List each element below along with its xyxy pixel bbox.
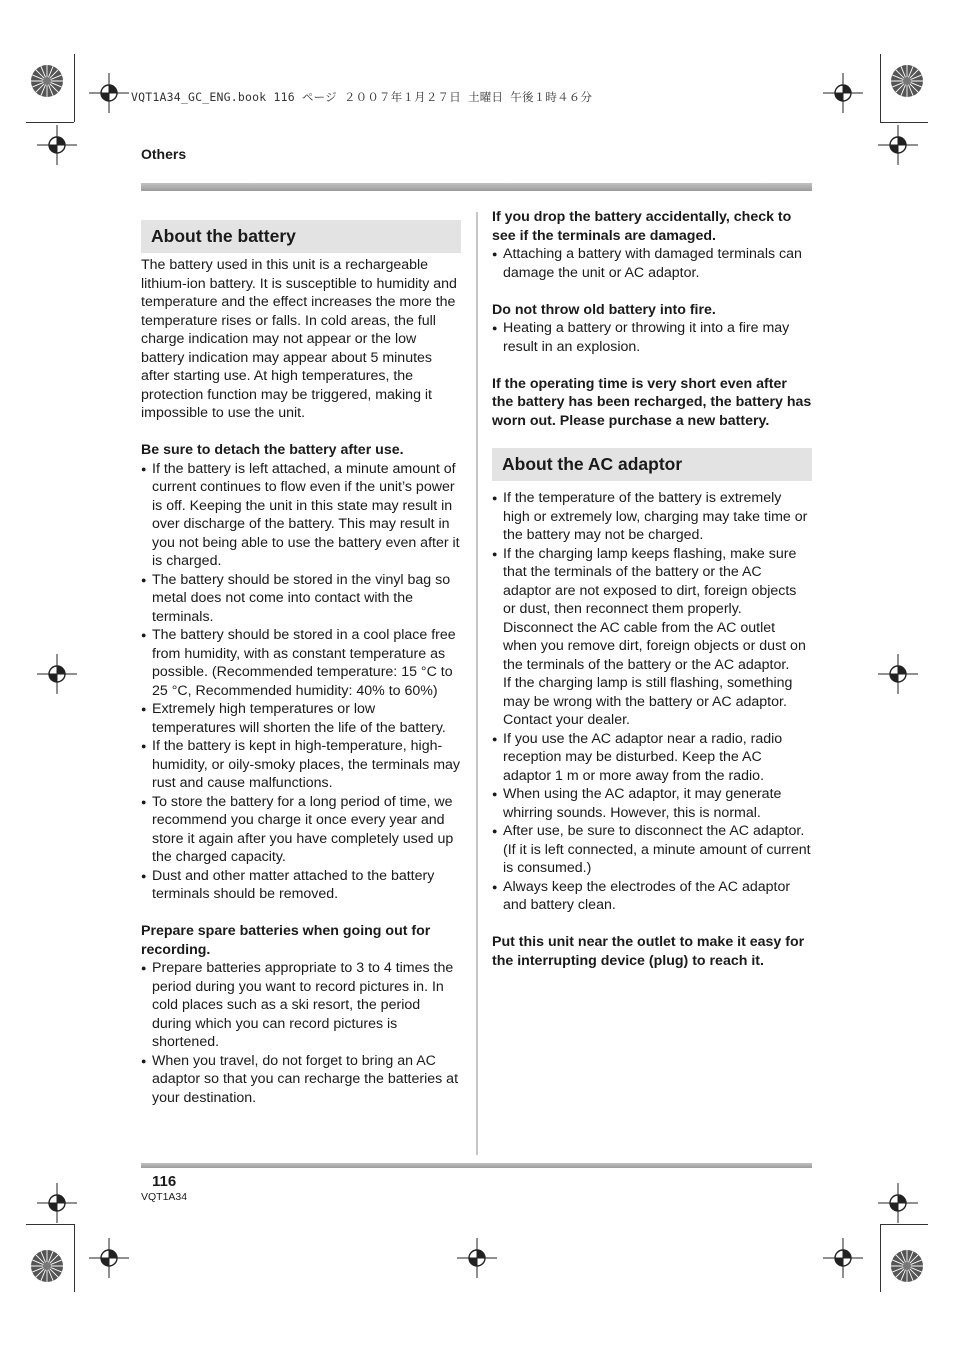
- list-item: ● After use, be sure to disconnect the AC adaptor. (If it is left connected, a minute amount of current is consumed.): [492, 822, 812, 878]
- worn-battery-note: If the operating time is very short even after the battery has been recharged, the battery has worn out. Please purchase a new battery.: [492, 375, 812, 429]
- list-item: ● Heating a battery or throwing it into a fire may result in an explosion.: [492, 319, 812, 356]
- crosshair-icon: [37, 1183, 77, 1223]
- list-item: ● Extremely high temperatures or low temperatures will shorten the life of the battery.: [141, 700, 461, 737]
- trim-line: [880, 1224, 881, 1292]
- detach-battery-list: [141, 460, 461, 904]
- list-item: ● To store the battery for a long period of time, we recommend you charge it once every year and store it again after you have completely used up the charged capacity.: [141, 793, 461, 867]
- trim-line: [26, 1224, 74, 1225]
- crosshair-icon: [89, 73, 129, 113]
- crosshair-icon: [89, 1238, 129, 1278]
- crosshair-icon: [37, 654, 77, 694]
- registration-dial-icon: [30, 1249, 64, 1283]
- trim-line: [880, 1224, 928, 1225]
- crosshair-icon: [823, 1238, 863, 1278]
- list-item: ● Always keep the electrodes of the AC adaptor and battery clean.: [492, 878, 812, 915]
- footer-rule: [141, 1163, 812, 1168]
- registration-dial-icon: [890, 1249, 924, 1283]
- list-item: ● When using the AC adaptor, it may generate whirring sounds. However, this is normal.: [492, 785, 812, 822]
- list-item-text: Disconnect the AC cable from the AC outlet when you remove dirt, foreign objects or dust on the terminals of the battery or the AC adaptor.: [503, 619, 806, 673]
- list-item-text: If the charging lamp is still flashing, something may be wrong with the battery or AC adaptor. Contact your dealer.: [503, 675, 793, 728]
- list-item: ● The battery should be stored in the vinyl bag so metal does not come into contact with the terminals.: [141, 571, 461, 627]
- trim-line: [74, 54, 75, 122]
- list-item: ● The battery should be stored in a cool place free from humidity, with as constant temperature as possible. (Recommended temperature: 15 °C to 25 °C, Recommended humidity: 40% to 60%): [141, 626, 461, 700]
- trim-line: [26, 122, 74, 123]
- list-item: ● Attaching a battery with damaged terminals can damage the unit or AC adaptor.: [492, 245, 812, 282]
- list-item: ● If the battery is kept in high-temperature, high-humidity, or oily-smoky places, the terminals may rust and cause malfunctions.: [141, 737, 461, 793]
- list-item: [492, 545, 812, 730]
- column-divider: [476, 212, 478, 1155]
- left-column: [141, 220, 461, 1107]
- fire-warning-heading: Do not throw old battery into fire.: [492, 301, 716, 318]
- battery-intro-paragraph: The battery used in this unit is a rechargeable lithium-ion battery. It is susceptible to humidity and temperature and the effect increases the more the temperature rises or falls. In cold areas, the full charge indication may not appear or the low battery indication may appear about 5 minutes after starting use. At high temperatures, the protection function may be triggered, making it impossible to use the unit.: [141, 257, 457, 421]
- fire-warning-list: [492, 319, 812, 356]
- list-item: ● If the battery is left attached, a minute amount of current continues to flow even if the unit’s power is off. Keeping the unit in this state may result in over discharge of the battery. This may result in you not being able to use the battery even after it is charged.: [141, 460, 461, 571]
- drop-battery-list: [492, 245, 812, 282]
- crosshair-icon: [457, 1238, 497, 1278]
- ac-adaptor-section-heading: About the AC adaptor: [492, 448, 812, 481]
- trim-line: [880, 54, 881, 122]
- crosshair-icon: [878, 1183, 918, 1223]
- spare-batteries-list: [141, 959, 461, 1107]
- crosshair-icon: [878, 125, 918, 165]
- crosshair-icon: [37, 125, 77, 165]
- list-item: ● Dust and other matter attached to the battery terminals should be removed.: [141, 867, 461, 904]
- crosshair-icon: [878, 654, 918, 694]
- battery-section-heading: About the battery: [141, 220, 461, 253]
- header-rule: [141, 183, 812, 191]
- drop-battery-heading: If you drop the battery accidentally, check to see if the terminals are damaged.: [492, 209, 792, 244]
- ac-adaptor-list: [492, 489, 812, 915]
- page-number: 116: [152, 1173, 177, 1190]
- model-code: VQT1A34: [141, 1191, 188, 1203]
- outlet-note: Put this unit near the outlet to make it easy for the interrupting device (plug) to reach it.: [492, 934, 805, 969]
- list-item: ● Prepare batteries appropriate to 3 to 4 times the period during you want to record pictures in. In cold places such as a ski resort, the period during which you can record pictures is shortened.: [141, 959, 461, 1052]
- list-item: ● When you travel, do not forget to bring an AC adaptor so that you can recharge the batteries at your destination.: [141, 1052, 461, 1108]
- detach-battery-heading: Be sure to detach the battery after use.: [141, 442, 404, 458]
- list-item-text: If the charging lamp keeps flashing, make sure that the terminals of the battery or the AC adaptor are not exposed to dirt, foreign objects or dust, then reconnect them properly.: [503, 545, 797, 617]
- trim-line: [74, 1224, 75, 1292]
- registration-dial-icon: [890, 64, 924, 98]
- list-item: ● If you use the AC adaptor near a radio, radio reception may be disturbed. Keep the AC adaptor 1 m or more away from the radio.: [492, 730, 812, 786]
- right-column: [492, 208, 812, 970]
- crosshair-icon: [823, 73, 863, 113]
- list-item: ● If the temperature of the battery is extremely high or extremely low, charging may take time or the battery may not be charged.: [492, 489, 812, 545]
- section-label: Others: [141, 146, 187, 162]
- file-info-header: VQT1A34_GC_ENG.book 116 ページ ２００７年１月２７日 土曜日 午後１時４６分: [131, 90, 593, 104]
- trim-line: [880, 122, 928, 123]
- spare-batteries-heading: Prepare spare batteries when going out for recording.: [141, 923, 431, 958]
- registration-dial-icon: [30, 64, 64, 98]
